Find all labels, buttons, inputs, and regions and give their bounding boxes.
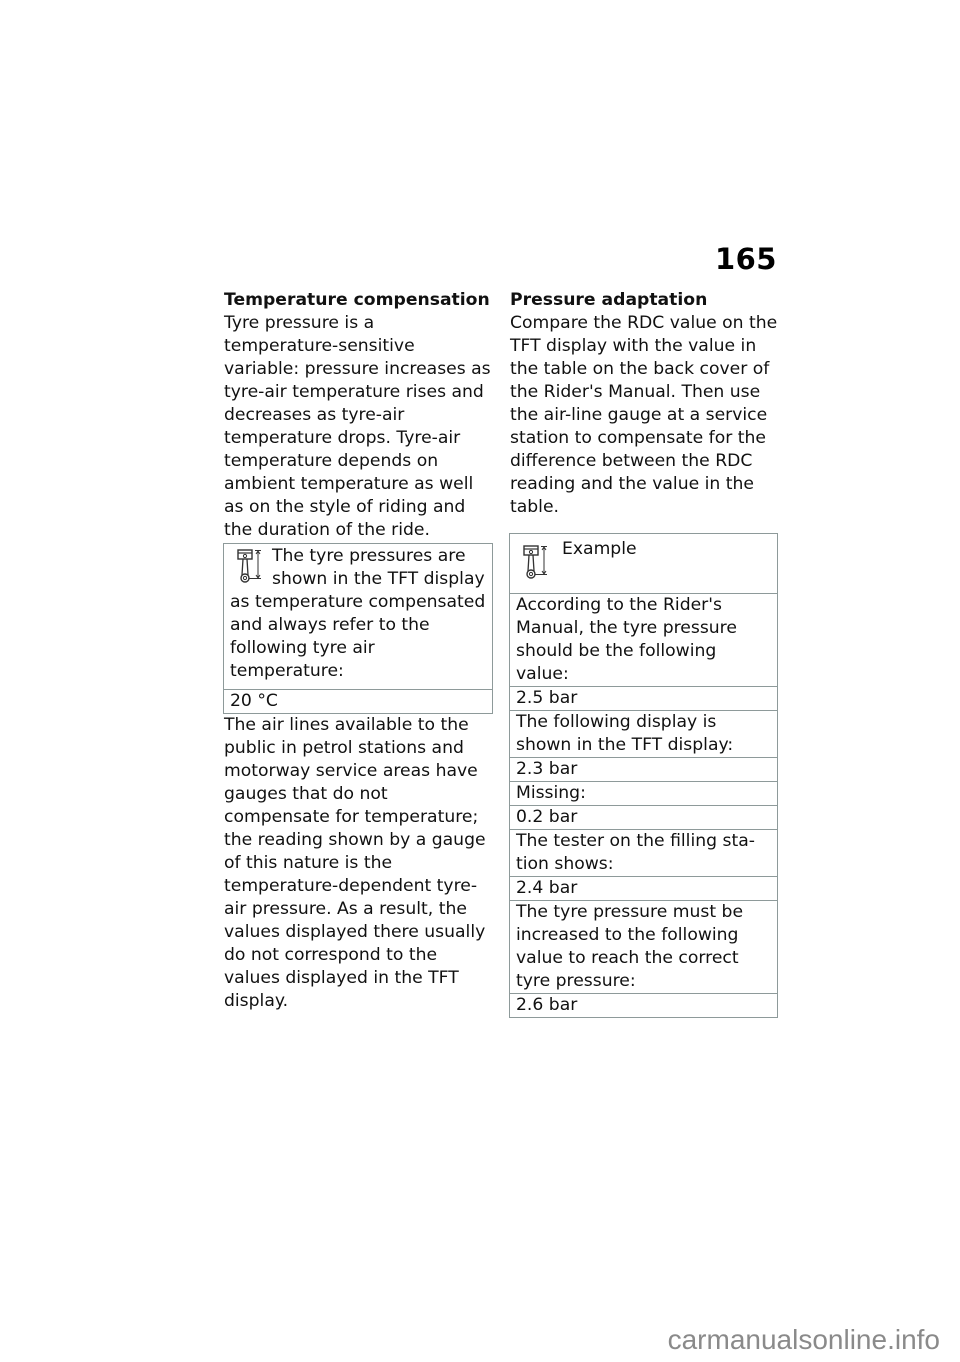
example-row-value <box>510 686 777 710</box>
reference-temperature-value: 20 °C <box>230 691 278 711</box>
target-pressure-label: The tyre pressure must be increased to the following value to reach the correct tyre pressure: <box>516 902 744 991</box>
example-table-header <box>510 534 777 593</box>
manual-pressure-label: According to the Rider's Manual, the tyre pressure should be the following value: <box>516 595 737 684</box>
note-box-text-row <box>224 544 492 689</box>
manual-pressure-value: 2.5 bar <box>516 688 578 708</box>
tft-display-value: 2.3 bar <box>516 759 578 779</box>
page-number: 165 <box>714 242 777 276</box>
example-row-label <box>510 829 777 876</box>
example-row-value <box>510 757 777 781</box>
example-row-value <box>510 805 777 829</box>
note-box-text: The tyre pressures are shown in the TFT display as temperature compensated and always refer to the following tyre air temperature: <box>230 546 486 681</box>
missing-value: 0.2 bar <box>516 807 578 827</box>
example-table <box>509 533 778 1018</box>
pressure-adaptation-paragraph: Compare the RDC value on the TFT display with the value in the table on the back cover of the Rider's Manual. Then use the air-line gauge at a service station to compensate for the difference between the RDC reading and the value in the table. <box>510 313 778 517</box>
target-pressure-value: 2.6 bar <box>516 995 578 1015</box>
note-box-value-row <box>224 689 492 713</box>
right-column <box>510 289 778 1018</box>
example-title: Example <box>562 539 637 559</box>
section-heading-temperature-compensation: Temperature compensation <box>224 290 490 310</box>
section-heading-pressure-adaptation: Pressure adaptation <box>510 290 708 310</box>
workshop-piston-icon <box>236 548 266 584</box>
example-row-value <box>510 876 777 900</box>
filling-station-value: 2.4 bar <box>516 878 578 898</box>
temperature-intro-paragraph: Tyre pressure is a temperature-sensitive variable: pressure increases as tyre-air temperature rises and decreases as tyre-air temperature drops. Tyre-air temperature depends on ambient temperature as well as on the style of riding and the duration of the ride. <box>224 313 491 540</box>
left-column <box>224 289 492 1013</box>
example-row-label <box>510 710 777 757</box>
air-lines-paragraph: The air lines available to the public in petrol stations and motorway service areas have gauges that do not compensate for temperature; the reading shown by a gauge of this nature is the temperature-dependent tyre-air pressure. As a result, the values displayed there usually do not correspond to the values displayed in the TFT display. <box>224 715 486 1011</box>
tft-display-label: The following display is shown in the TFT display: <box>516 712 734 755</box>
missing-label: Missing: <box>516 783 586 803</box>
example-row-value <box>510 993 777 1017</box>
example-row-label <box>510 900 777 993</box>
filling-station-label: The tester on the filling station shows: <box>516 831 755 874</box>
workshop-piston-icon <box>522 544 552 580</box>
note-box <box>223 543 493 714</box>
watermark: carmanualsonline.info <box>667 1324 940 1355</box>
example-row-label <box>510 781 777 805</box>
example-row-label <box>510 593 777 686</box>
